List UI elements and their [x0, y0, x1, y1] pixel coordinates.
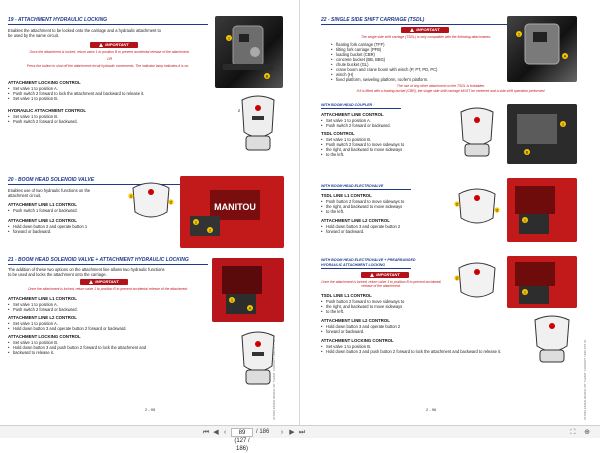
section-rule: [8, 24, 208, 25]
list-item: • Push button 2 forward to move sideways to: [321, 199, 436, 204]
joystick-illustration: [232, 92, 284, 154]
warning-or: OR: [106, 57, 113, 61]
attachment-locking-heading: ATTACHMENT LOCKING CONTROL: [8, 80, 81, 85]
tsdl-control-steps: [321, 137, 436, 157]
line-l1-heading: ATTACHMENT LINE L1 CONTROL: [8, 296, 77, 301]
list-item: • to the left.: [321, 152, 436, 157]
warning-text: Once the attachment is locked, return valve 1 to position B to prevent accidental release of the attachment.: [29, 50, 190, 54]
list-item: • Push switch 2 forward to move sideways to: [321, 142, 436, 147]
list-item: • to the left.: [321, 209, 436, 214]
line-l2-heading: ATTACHMENT LINE L2 CONTROL: [8, 315, 77, 320]
list-item: • Hold down button 2 and operate button 1: [8, 224, 118, 229]
svg-text:2: 2: [170, 200, 172, 205]
list-item: • floating fork carriage (TFF): [331, 42, 541, 47]
section-rule: [8, 184, 208, 185]
list-item: • Push switch 1 forward or backward.: [8, 208, 118, 213]
list-item: • loading bucket (CBR): [331, 52, 541, 57]
boom-head-photo: [507, 256, 577, 308]
list-item: • Hold down button 3 and operate button 2: [321, 324, 436, 329]
svg-text:MANITOU: MANITOU: [214, 202, 256, 212]
pdf-toolbar: [0, 425, 600, 452]
section-title-19: 19 - ATTACHMENT HYDRAULIC LOCKING: [8, 17, 108, 23]
attachment-line-l2-steps: [321, 224, 436, 234]
first-page-icon[interactable]: ⏮: [202, 429, 210, 436]
section-title-20: 20 - BOOM HEAD SOLENOID VALVE: [8, 177, 95, 183]
hydraulic-attachment-heading: HYDRAULIC ATTACHMENT CONTROL: [8, 108, 86, 113]
list-item: • Push switch 2 forward to lock the attachment and backward to release it.: [8, 91, 208, 96]
svg-text:2: 2: [238, 108, 241, 113]
attachment-line-l2-heading: ATTACHMENT LINE L2 CONTROL: [321, 218, 390, 223]
line-l1-steps: [8, 302, 208, 312]
tsdl-line-l1-steps: [321, 299, 436, 314]
line-l2-steps: [8, 321, 208, 331]
list-item: • winch (H): [331, 72, 541, 77]
document-code: 647940 EN/EN 06/2021 MT 732/MT 1440/ORT 1840 ST5 S1: [272, 339, 276, 420]
section-20-intro-2: attachment circuit.: [8, 193, 42, 198]
hydraulic-attachment-steps: [8, 114, 208, 124]
list-item: • Push switch 2 forward or backward.: [8, 307, 208, 312]
svg-text:3: 3: [496, 208, 498, 213]
attachment-locking-steps: [8, 340, 208, 355]
important-banner: IMPORTANT: [90, 42, 138, 48]
fit-page-icon[interactable]: ⛶: [570, 429, 576, 436]
page-right: [301, 0, 600, 425]
warning-text: Once the attachment is locked, return valve 1 to position B to prevent accidental release of the attachment.: [27, 287, 189, 291]
warning-text: The use of any other attachment on the TSDL is forbidden.: [396, 84, 486, 88]
last-page-icon[interactable]: ⏭: [298, 429, 306, 436]
line-l2-heading: ATTACHMENT LINE L2 CONTROL: [8, 218, 77, 223]
tsdl-line-l1-heading: TSDL LINE L1 CONTROL: [321, 293, 372, 298]
attachment-line-steps: [321, 118, 431, 128]
hydraulic-locking-photo: [215, 16, 283, 88]
section-title-22: 22 - SINGLE SIDE SHIFT CARRIAGE (TSDL): [321, 17, 425, 23]
warning-icon: [89, 280, 93, 284]
list-item: • backward to release it.: [8, 350, 208, 355]
svg-text:2: 2: [456, 202, 458, 207]
list-item: • Set valve 1 to position B.: [321, 137, 436, 142]
warning-icon: [410, 28, 414, 32]
joystick-illustration: [451, 104, 503, 160]
list-item: • forward or backward.: [321, 329, 436, 334]
subsection-rule: [321, 268, 411, 269]
boom-head-photo: [212, 258, 284, 322]
section-21-intro-2: to be used and locks the attachment onto the carriage.: [8, 272, 107, 277]
joystick-illustration: [232, 328, 284, 388]
zoom-icon[interactable]: ⊕: [584, 429, 590, 436]
svg-text:B: B: [525, 149, 529, 155]
tsdl-control-heading: TSDL CONTROL: [321, 131, 355, 136]
list-item: • Set valve 1 to position B.: [8, 340, 208, 345]
warning-text: Press the button to shut off the attachment circuit hydraulic movements. The indicator lamp indicates it is on.: [26, 64, 190, 68]
boom-head-photo: [507, 178, 577, 242]
svg-text:A: A: [248, 305, 252, 311]
warning-text: If it is fitted with a loading bucket (CBR), the single side shift carriage MUST be centered and a side shift operation performed.: [356, 89, 546, 93]
section-19-intro-2: be used by the same circuit.: [8, 33, 59, 38]
warning-icon: [370, 273, 374, 277]
attachment-line-l2-steps: [321, 324, 436, 334]
joystick-illustration: [527, 312, 577, 364]
list-item: • forward or backward.: [8, 229, 118, 234]
line-l1-steps: [8, 208, 118, 213]
svg-text:A: A: [563, 53, 567, 59]
attachment-locking-heading: ATTACHMENT LOCKING CONTROL: [321, 338, 394, 343]
svg-text:1: 1: [130, 194, 132, 199]
carriage-photo: [507, 16, 577, 82]
list-item: • Set valve 1 to position A.: [8, 302, 208, 307]
subsection-rule: [321, 189, 411, 190]
list-item: • Hold down button 3 and push button 2 forward to lock the attachment and: [8, 345, 208, 350]
list-item: • fixed platform, swiveling platform, roofer's platform.: [331, 77, 541, 82]
list-item: • tilting fork carriage (PFB): [331, 47, 541, 52]
warning-icon: [99, 43, 103, 47]
prev-page-icon[interactable]: ‹: [223, 429, 227, 436]
joystick-illustration: [451, 258, 503, 310]
section-20-intro-1: Enables use of two hydraulic functions on the: [8, 188, 91, 193]
list-item: • Set valve 1 to position B.: [8, 96, 208, 101]
list-item: • Set valve 1 to position A.: [8, 321, 208, 326]
list-item: • Push button 2 forward to move sideways to: [321, 299, 436, 304]
list-item: • Hold down button 3 and push button 2 forward to lock the attachment and backward to release it.: [321, 349, 571, 354]
list-item: • Push switch 2 forward or backward.: [321, 123, 431, 128]
list-item: • Set valve 1 to position A.: [8, 86, 208, 91]
tsdl-line-l1-steps: [321, 199, 436, 214]
subsection-electrovalve: WITH BOOM HEAD ELECTROVALVE: [321, 184, 384, 188]
line-l2-steps: [8, 224, 118, 234]
important-banner: IMPORTANT: [401, 27, 449, 33]
line-l1-heading: ATTACHMENT LINE L1 CONTROL: [8, 202, 77, 207]
svg-text:1: 1: [230, 297, 234, 303]
section-rule: [8, 264, 208, 265]
list-item: • forward or backward.: [321, 229, 436, 234]
list-item: • to the left.: [321, 309, 436, 314]
list-item: • chute bucket (GL): [331, 62, 541, 67]
warning-text: The single side shift carriage (TSDL) is only compatible with the following attachments:: [360, 35, 492, 39]
list-item: • the right, and backward to move sideways: [321, 304, 436, 309]
list-item: • crane boom and crane boom with winch (P, PT, PD, PC): [331, 67, 541, 72]
page-count: / 186: [256, 429, 270, 435]
section-19-intro-1: Enables the attachment to be locked onto the carriage and a hydraulic attachment to: [8, 28, 161, 33]
section-21-intro-1: The addition of these two options on the attachment line allows two hydraulic functions: [8, 267, 165, 272]
list-item: • Push switch 2 forward or backward.: [8, 119, 208, 124]
subsection-rule: [321, 108, 401, 109]
page-left: [0, 0, 300, 425]
joystick-illustration: [451, 184, 503, 236]
subsection-coupler: WITH BOOM HEAD COUPLER: [321, 103, 373, 107]
important-banner: IMPORTANT: [361, 272, 409, 278]
section-title-21: 21 - BOOM HEAD SOLENOID VALVE + ATTACHMENT HYDRAULIC LOCKING: [8, 257, 189, 263]
list-item: • the right, and backward to move sideways: [321, 147, 436, 152]
list-item: • the right, and backward to move sideways: [321, 204, 436, 209]
prev-page-icon[interactable]: ◀: [213, 429, 219, 436]
svg-text:1: 1: [194, 219, 198, 225]
next-page-icon[interactable]: ›: [280, 429, 284, 436]
page-number: 2 - 95: [145, 407, 156, 412]
svg-text:2: 2: [208, 227, 212, 233]
svg-text:1: 1: [561, 121, 565, 127]
attachment-locking-steps: [8, 86, 208, 101]
list-item: • Set valve 1 to position B.: [321, 344, 571, 349]
svg-text:1: 1: [517, 31, 521, 37]
next-page-icon[interactable]: ▶: [289, 429, 295, 436]
svg-text:1: 1: [227, 35, 231, 41]
svg-text:2: 2: [456, 276, 458, 281]
boom-head-photo: [180, 176, 284, 248]
page-number-input[interactable]: 89 (127 / 186): [231, 428, 253, 437]
joystick-illustration: [125, 178, 177, 228]
svg-text:B: B: [265, 73, 269, 79]
attachment-line-l2-heading: ATTACHMENT LINE L2 CONTROL: [321, 318, 390, 323]
document-code: 647940 EN/EN 06/2021 MT 732/MT 1440/ORT 1840 ST5 S1: [583, 339, 587, 420]
list-item: • Set valve 1 to position A.: [321, 118, 431, 123]
attachment-line-heading: ATTACHMENT LINE CONTROL: [321, 112, 384, 117]
list-item: • Hold down button 3 and operate button 2: [321, 224, 436, 229]
subsection-electrovalve-prearranged-2: HYDRAULIC ATTACHMENT LOCKING: [321, 263, 386, 267]
carriage-photo: [507, 104, 577, 164]
list-item: • concrete bucket (BB, BBG): [331, 57, 541, 62]
warning-text: Once the attachment is locked, return valve 1 to position B to prevent accidental release of the attachment.: [321, 280, 441, 289]
important-banner: IMPORTANT: [80, 279, 128, 285]
subsection-electrovalve-prearranged: WITH BOOM HEAD ELECTROVALVE + PREARRANGED: [321, 258, 416, 262]
attachment-locking-heading: ATTACHMENT LOCKING CONTROL: [8, 334, 81, 339]
svg-text:1: 1: [523, 289, 527, 295]
page-number: 2 - 96: [426, 407, 437, 412]
list-item: • Set valve 1 to position B.: [8, 114, 208, 119]
tsdl-line-l1-heading: TSDL LINE L1 CONTROL: [321, 193, 372, 198]
svg-text:1: 1: [523, 217, 527, 223]
list-item: • Hold down button 3 and operate button 2 forward or backward.: [8, 326, 208, 331]
